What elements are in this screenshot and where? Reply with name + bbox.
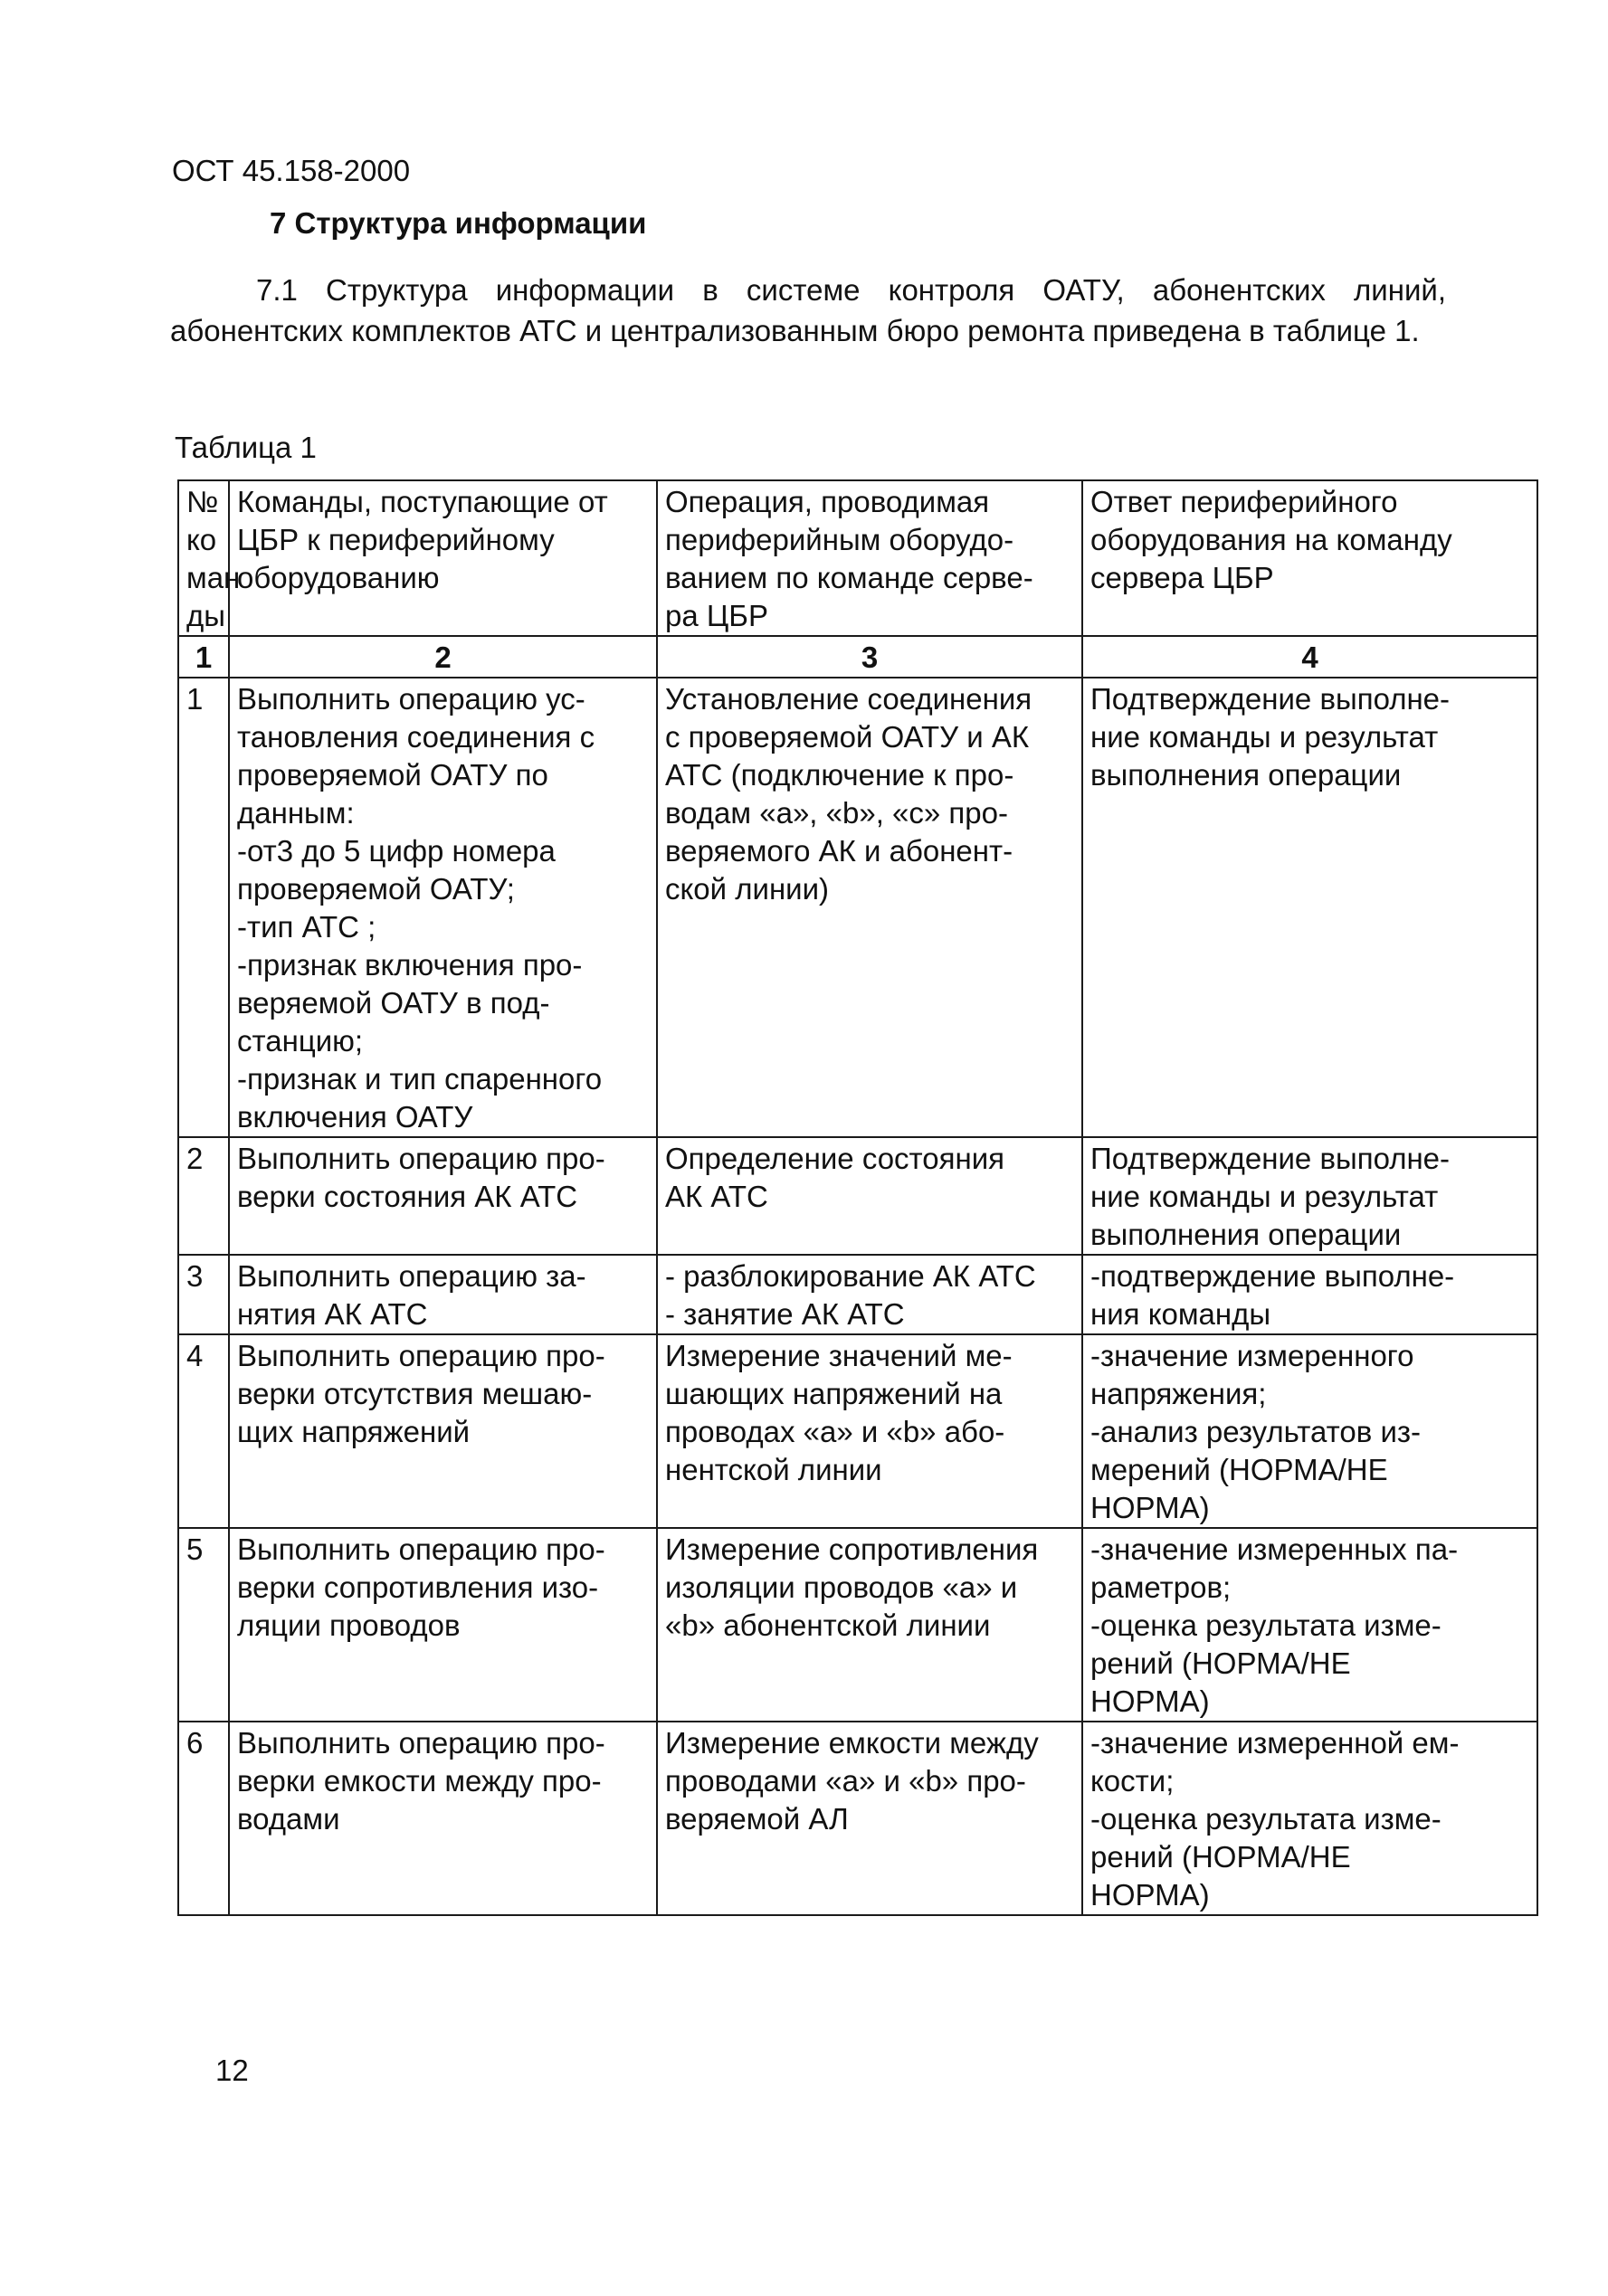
cell-line: щих напряжений [237,1415,471,1448]
cell-line: Выполнить операцию про- [237,1142,605,1175]
cell-line: Выполнить операцию за- [237,1259,586,1293]
commands-table-body [178,480,1537,1915]
operation-cell [657,1528,1082,1722]
cell-line: выполнения операции [1090,758,1402,792]
cell-line: рений (НОРМА/НЕ [1090,1840,1351,1874]
column-number-cell: 3 [657,636,1082,678]
cell-line: изоляции проводов «а» и [665,1570,1018,1604]
command-cell [229,1528,657,1722]
cell-line: НОРМА) [1090,1878,1210,1912]
response-cell [1082,1255,1537,1334]
header-line: периферийным оборудо- [665,523,1014,556]
cell-line: -признак включения про- [237,948,583,982]
header-line: ды [186,599,225,632]
cell-line: ние команды и результат [1090,1180,1439,1213]
cell-line: проводами «а» и «b» про- [665,1764,1026,1798]
response-cell [1082,678,1537,1137]
cell-line: ляции проводов [237,1608,461,1642]
command-number-cell: 6 [178,1722,229,1915]
column-number-cell: 1 [178,636,229,678]
command-cell [229,1722,657,1915]
cell-line: тановления соединения с [237,720,595,754]
cell-line: -подтверждение выполне- [1090,1259,1455,1293]
cell-line: Измерение сопротивления [665,1532,1039,1566]
cell-line: ния команды [1090,1297,1271,1331]
cell-line: водами [237,1802,340,1836]
intro-paragraph [170,270,1446,351]
cell-line: Выполнить операцию про- [237,1532,605,1566]
cell-line: данным: [237,796,355,830]
cell-line: НОРМА) [1090,1684,1210,1718]
cell-line: Подтверждение выполне- [1090,682,1451,716]
document-code: ОСТ 45.158-2000 [172,154,411,187]
response-cell [1082,1334,1537,1528]
intro-paragraph-text: 7.1 Структура информации в системе контроля ОАТУ, абонентских линий, абонентских комплектов АТС и централизованным бюро ремонта приведена в таблице 1. [170,273,1446,347]
header-line: оборудованию [237,561,440,594]
table-row [178,1528,1537,1722]
cell-line: ской линии) [665,872,830,906]
cell-line: Выполнить операцию про- [237,1726,605,1760]
cell-line: включения ОАТУ [237,1100,473,1134]
cell-line: - занятие АК АТС [665,1297,905,1331]
header-line: оборудования на команду [1090,523,1452,556]
cell-line: -значение измеренной ем- [1090,1726,1460,1760]
cell-line: верки отсутствия мешаю- [237,1377,593,1410]
page-number: 12 [215,2054,249,2087]
header-line: ЦБР к периферийному [237,523,555,556]
column-number-cell: 2 [229,636,657,678]
header-line: сервера ЦБР [1090,561,1274,594]
header-line: ман [186,561,241,594]
cell-line: -тип АТС ; [237,910,376,944]
cell-line: нентской линии [665,1453,882,1486]
command-cell [229,1137,657,1255]
cell-line: шающих напряжений на [665,1377,1003,1410]
table-header-cell [178,480,241,636]
cell-line: - разблокирование АК АТС [665,1259,1036,1293]
cell-line: Установление соединения [665,682,1032,716]
cell-line: Определение состояния [665,1142,1005,1175]
cell-line: -оценка результата изме- [1090,1608,1441,1642]
commands-table [177,479,1538,1916]
cell-line: веряемой АЛ [665,1802,849,1836]
operation-cell [657,1722,1082,1915]
cell-line: Подтверждение выполне- [1090,1142,1451,1175]
column-number-cell: 4 [1082,636,1537,678]
cell-line: верки сопротивления изо- [237,1570,599,1604]
cell-line: -оценка результата изме- [1090,1802,1441,1836]
command-number-cell: 4 [178,1334,229,1528]
cell-line: АТС (подключение к про- [665,758,1014,792]
section-title: 7 Структура информации [270,206,647,240]
table-header-cell [229,480,657,636]
cell-line: проверяемой ОАТУ; [237,872,515,906]
cell-line: мерений (НОРМА/НЕ [1090,1453,1388,1486]
cell-line: -значение измеренных па- [1090,1532,1459,1566]
cell-line: Выполнить операцию про- [237,1339,605,1372]
header-line: Операция, проводимая [665,485,990,518]
cell-line: Измерение емкости между [665,1726,1039,1760]
cell-line: проводах «а» и «b» або- [665,1415,1005,1448]
header-line: ко [186,523,217,556]
table-header-cell [1082,480,1537,636]
command-number-cell: 2 [178,1137,229,1255]
cell-line: нятия АК АТС [237,1297,428,1331]
cell-line: веряемой ОАТУ в под- [237,986,550,1020]
cell-line: кости; [1090,1764,1175,1798]
table-row [178,1137,1537,1255]
command-cell [229,678,657,1137]
cell-line: с проверяемой ОАТУ и АК [665,720,1030,754]
table-caption: Таблица 1 [175,431,317,464]
response-cell [1082,1722,1537,1915]
cell-line: ние команды и результат [1090,720,1439,754]
command-cell [229,1255,657,1334]
cell-line: «b» абонентской линии [665,1608,991,1642]
command-number-cell: 1 [178,678,229,1137]
table-row [178,678,1537,1137]
cell-line: Измерение значений ме- [665,1339,1013,1372]
table-row [178,1722,1537,1915]
command-number-cell: 5 [178,1528,229,1722]
operation-cell [657,1137,1082,1255]
cell-line: водам «а», «b», «с» про- [665,796,1008,830]
cell-line: рений (НОРМА/НЕ [1090,1646,1351,1680]
header-line: ванием по команде серве- [665,561,1033,594]
cell-line: раметров; [1090,1570,1232,1604]
cell-line: -значение измеренного [1090,1339,1414,1372]
header-line: № [186,485,219,518]
table-row [178,1334,1537,1528]
cell-line: напряжения; [1090,1377,1267,1410]
table-header-row [178,480,1537,636]
table-header-cell [657,480,1082,636]
cell-line: НОРМА) [1090,1491,1210,1524]
cell-line: выполнения операции [1090,1218,1402,1251]
header-line: ра ЦБР [665,599,768,632]
cell-line: верки емкости между про- [237,1764,602,1798]
operation-cell [657,678,1082,1137]
response-cell [1082,1137,1537,1255]
cell-line: веряемого АК и абонент- [665,834,1013,868]
operation-cell [657,1334,1082,1528]
header-line: Ответ периферийного [1090,485,1398,518]
cell-line: Выполнить операцию ус- [237,682,585,716]
cell-line: станцию; [237,1024,364,1058]
cell-line: -от3 до 5 цифр номера [237,834,556,868]
table-row [178,1255,1537,1334]
column-number-row [178,636,1537,678]
response-cell [1082,1528,1537,1722]
cell-line: -признак и тип спаренного [237,1062,603,1096]
command-cell [229,1334,657,1528]
operation-cell [657,1255,1082,1334]
header-line: Команды, поступающие от [237,485,608,518]
cell-line: -анализ результатов из- [1090,1415,1422,1448]
cell-line: АК АТС [665,1180,768,1213]
cell-line: верки состояния АК АТС [237,1180,578,1213]
cell-line: проверяемой ОАТУ по [237,758,548,792]
command-number-cell: 3 [178,1255,229,1334]
